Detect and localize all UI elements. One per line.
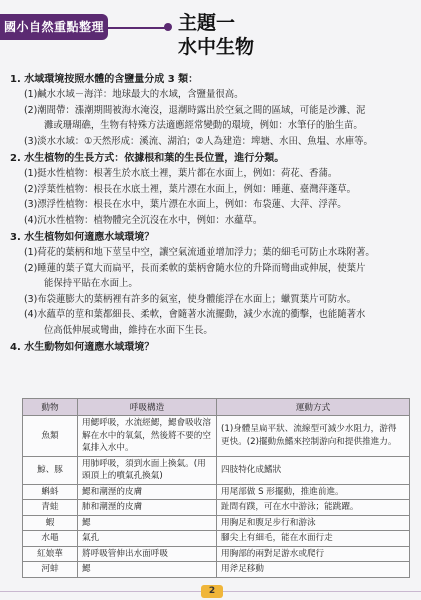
section-heading: 2. 水生植物的生長方式：依據根和葉的生長位置，進行分類。: [10, 153, 285, 165]
tag-connector-line: [108, 27, 166, 29]
section-1: [10, 72, 414, 149]
breathing-cell: 鰓: [78, 562, 217, 578]
table-row: [23, 515, 410, 531]
table-header-row: [23, 399, 410, 416]
movement-cell: 腳尖上有細毛，能在水面行走: [217, 531, 410, 547]
table-row: [23, 456, 410, 484]
page-number: 2: [201, 585, 223, 598]
table-row: [23, 416, 410, 457]
breathing-cell: 用鰓呼吸，水流經鰓，鰓會吸收溶解在水中的氧氣，然後將不要的空氣排入水中。: [78, 416, 217, 457]
breathing-cell: 將呼吸管伸出水面呼吸: [78, 546, 217, 562]
list-item: (3)漂浮性植物：根長在水中，葉片漂在水面上，例如：布袋蓮、大萍、浮萍。: [24, 199, 347, 211]
list-item: (1)荷花的葉柄和地下莖呈中空，讓空氣流通並增加浮力；葉的細毛可防止水珠附著。: [24, 247, 375, 259]
animal-cell: 蝦: [23, 515, 78, 531]
animal-cell: 水黽: [23, 531, 78, 547]
movement-cell: 用胸部的兩對足游水或爬行: [217, 546, 410, 562]
list-item: (2)睡蓮的葉子寬大而扁平，長而柔軟的葉柄會隨水位的升降而彎曲或伸展，使葉片: [24, 262, 366, 274]
content-body: [10, 70, 414, 355]
animal-cell: 魚類: [23, 416, 78, 457]
list-item: (2)浮葉性植物：根長在水底土裡，葉片漂在水面上，例如：睡蓮、臺灣萍蓬草。: [24, 183, 357, 195]
movement-cell: 用斧足移動: [217, 562, 410, 578]
section-heading: 1. 水域環境按照水體的含鹽量分成 3 類：: [10, 74, 199, 85]
breathing-cell: 肺和潮溼的皮膚: [78, 500, 217, 516]
movement-cell: (1)身體呈扁平狀、流線型可減少水阻力，游得更快。(2)擺動魚鰭來控制游向和提供推進力。: [217, 416, 410, 457]
table-row: [23, 562, 410, 578]
list-item-continued: 灘或珊瑚礁，生物有特殊方法適應經常變動的環境，例如：水筆仔的胎生苗。: [44, 120, 363, 132]
list-item: (4)沉水性植物：植物體完全沉沒在水中，例如：水蘊草。: [24, 214, 263, 226]
section-3: [10, 230, 414, 338]
page-header: [0, 0, 421, 64]
series-tag: 國小自然重點整理: [0, 14, 108, 40]
column-header: 運動方式: [217, 399, 410, 416]
animal-cell: 紅娘華: [23, 546, 78, 562]
animal-cell: 青蛙: [23, 500, 78, 516]
column-header: 動物: [23, 399, 78, 416]
movement-cell: 用胸足和腹足步行和游泳: [217, 515, 410, 531]
table-row: [23, 546, 410, 562]
section-heading: 4. 水生動物如何適應水域環境？: [10, 341, 155, 353]
breathing-cell: 用肺呼吸，須到水面上換氣。(用頭頂上的噴氣孔換氣): [78, 456, 217, 484]
tag-connector-dot: [164, 23, 172, 31]
table-row: [23, 531, 410, 547]
breathing-cell: 氣孔: [78, 531, 217, 547]
movement-cell: 四肢特化成鰭狀: [217, 456, 410, 484]
breathing-cell: 鰓和潮溼的皮膚: [78, 484, 217, 500]
list-item: (3)淡水水域：①天然形成：溪流、湖泊；②人為建造：埤塘、水田、魚塭、水庫等。: [24, 135, 373, 147]
section-2: [10, 151, 414, 228]
table-row: [23, 500, 410, 516]
topic-number: 主題一: [178, 12, 236, 34]
animal-cell: 河蚌: [23, 562, 78, 578]
movement-cell: 用尾部做 S 形擺動，推進前進。: [217, 484, 410, 500]
list-item: (4)水蘊草的莖和葉都細長、柔軟，會隨著水流擺動，減少水流的衝擊，也能隨著水: [24, 309, 366, 321]
topic-title: 水中生物: [178, 36, 255, 58]
table-row: [23, 484, 410, 500]
animal-cell: 鯨、豚: [23, 456, 78, 484]
list-item-continued: 位高低伸展或彎曲，維持在水面下生長。: [44, 324, 213, 336]
list-item: (1)鹹水水域－海洋：地球最大的水域，含鹽量很高。: [24, 89, 244, 101]
column-header: 呼吸構造: [78, 399, 217, 416]
movement-cell: 趾間有蹼，可在水中游泳；能跳躍。: [217, 500, 410, 516]
list-item: (1)挺水性植物：根著生於水底土裡，葉片都在水面上，例如：荷花、香蒲。: [24, 168, 338, 180]
list-item-continued: 能保持平貼在水面上。: [44, 278, 138, 290]
breathing-cell: 鰓: [78, 515, 217, 531]
animal-cell: 蝌蚪: [23, 484, 78, 500]
list-item: (2)潮間帶：漲潮期間被海水淹沒，退潮時露出於空氣之間的區域，可能是沙灘、泥: [24, 104, 366, 116]
section-heading: 3. 水生植物如何適應水域環境？: [10, 232, 155, 244]
section-4: [10, 340, 414, 355]
list-item: (3)布袋蓮膨大的葉柄裡有許多的氣室，使身體能浮在水面上；蠟質葉片可防水。: [24, 293, 357, 305]
animal-adaptation-table: [22, 398, 410, 578]
